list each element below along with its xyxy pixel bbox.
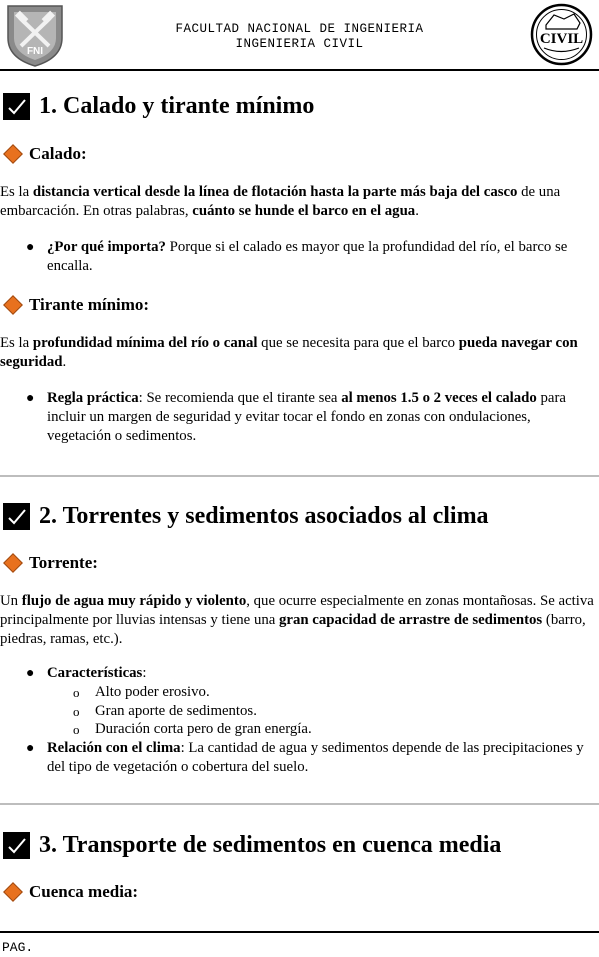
checkbox-checked-icon: [3, 93, 30, 120]
tirante-bullet: ● Regla práctica: Se recomienda que el tirante sea al menos 1.5 o 2 veces el calado para incluir un margen de seguridad y evitar tocar el fondo en zonas con ondulaciones, vegetación o sedimentos.: [26, 390, 566, 444]
calado-paragraph: Es la distancia vertical desde la línea de flotación hasta la parte más baja del casco de una embarcación. En otras palabras, cuánto se hunde el barco en el agua.: [0, 184, 561, 219]
civil-logo: [530, 3, 593, 66]
civil-logo-text: CIVIL: [539, 31, 584, 47]
checkbox-checked-icon: [3, 503, 30, 530]
bullet-icon: ●: [26, 240, 35, 255]
header-line-1: FACULTAD NACIONAL DE INGENIERIA: [175, 22, 424, 36]
torrente-heading: [3, 553, 98, 573]
footer-divider: [0, 931, 599, 933]
circle-bullet-icon: o: [73, 685, 80, 700]
orange-diamond-icon: [3, 553, 23, 573]
page-header: [0, 0, 599, 70]
orange-diamond-icon: [3, 295, 23, 315]
section-1-title: [3, 93, 314, 120]
bullet-icon: ●: [26, 666, 35, 681]
header-line-2: INGENIERIA CIVIL: [235, 37, 364, 51]
section-2-title-text: 2. Torrentes y sedimentos asociados al clima: [39, 503, 489, 529]
calado-heading: [3, 144, 87, 164]
section-divider: [0, 475, 599, 477]
header-title: [0, 22, 599, 52]
section-2-title: [3, 503, 489, 530]
orange-diamond-icon: [3, 144, 23, 164]
page-number-label: PAG.: [2, 940, 34, 955]
cuenca-heading: [3, 882, 138, 902]
section-divider: [0, 803, 599, 805]
bullet-icon: ●: [26, 741, 35, 756]
tirante-heading-text: Tirante mínimo:: [29, 295, 150, 314]
header-divider: [0, 69, 599, 71]
relacion-bullet: ● Relación con el clima: La cantidad de agua y sedimentos depende de las precipitaciones y del tipo de vegetación o cobertura del suelo.: [26, 740, 584, 775]
checkbox-checked-icon: [3, 832, 30, 859]
torrente-heading-text: Torrente:: [29, 553, 98, 572]
calado-heading-text: Calado:: [29, 144, 87, 163]
fni-logo-text: FNI: [26, 46, 44, 57]
sub-list-item: o Alto poder erosivo.: [73, 684, 210, 700]
section-1-title-text: 1. Calado y tirante mínimo: [39, 93, 315, 119]
torrente-paragraph: Un flujo de agua muy rápido y violento, que ocurre especialmente en zonas montañosas. Se activa principalmente por lluvias intensas y tiene una gran capacidad de arrastre de sedimentos (barro, piedras, ramas, etc.).: [0, 593, 594, 647]
circle-bullet-icon: o: [73, 722, 80, 737]
section-3-title-text: 3. Transporte de sedimentos en cuenca media: [39, 832, 502, 858]
cuenca-heading-text: Cuenca media:: [29, 882, 139, 901]
sub-list-item: o Duración corta pero de gran energía.: [73, 721, 312, 737]
section-3-title: [3, 832, 501, 859]
circle-bullet-icon: o: [73, 704, 80, 719]
caracteristicas-bullet: ● Características:: [26, 665, 147, 681]
calado-bullet: ● ¿Por qué importa? Porque si el calado es mayor que la profundidad del río, el barco se encalla.: [26, 239, 568, 274]
tirante-heading: [3, 295, 149, 315]
tirante-paragraph: Es la profundidad mínima del río o canal que se necesita para que el barco pueda navegar con seguridad.: [0, 335, 578, 370]
bullet-icon: ●: [26, 391, 35, 406]
sub-list-item: o Gran aporte de sedimentos.: [73, 703, 257, 719]
orange-diamond-icon: [3, 882, 23, 902]
